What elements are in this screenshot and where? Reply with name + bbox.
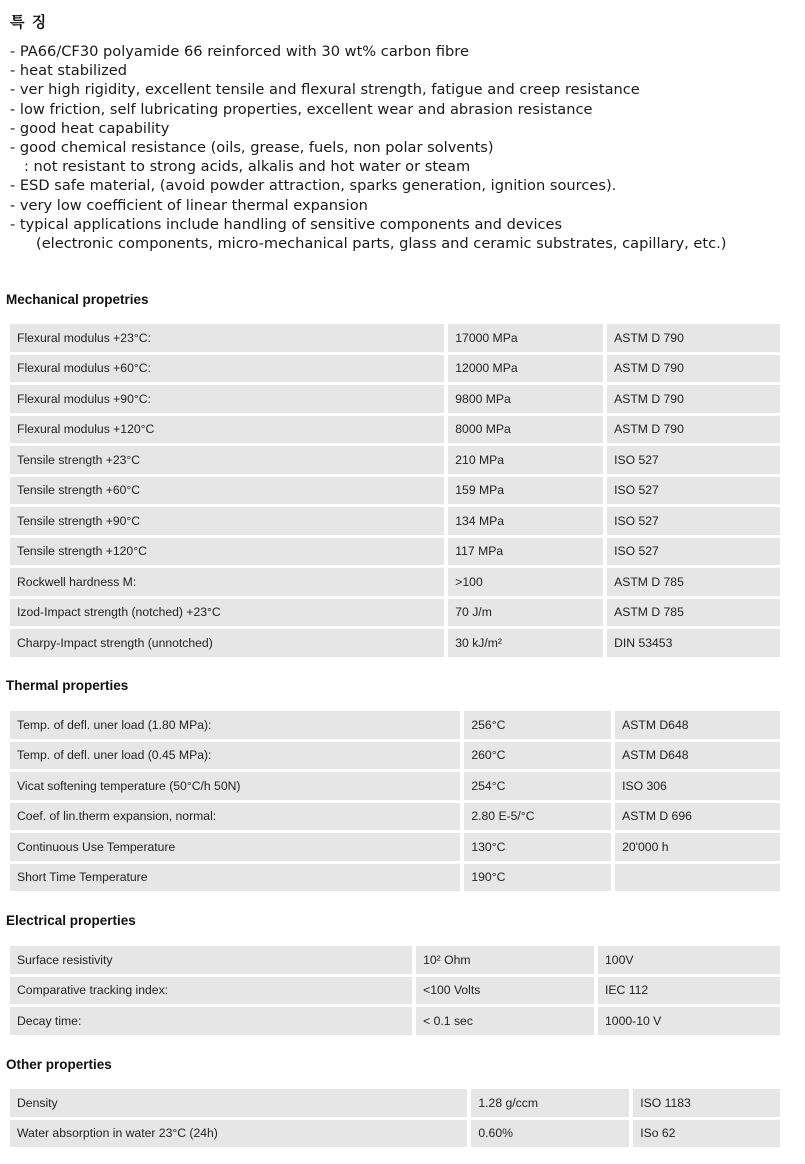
other-properties-table [6,1086,784,1150]
table-row [10,385,780,413]
property-value-cell: 134 MPa [448,507,603,535]
table-row [10,772,780,800]
table-row [10,1007,780,1035]
property-value-cell: 254°C [464,772,611,800]
other-section-title: Other properties [6,1057,112,1072]
property-name-cell: Density [10,1089,467,1117]
property-value-cell: 70 J/m [448,599,603,627]
property-value-cell: 159 MPa [448,477,603,505]
test-standard-cell: ASTM D648 [615,742,780,770]
table-row [10,742,780,770]
property-name-cell: Comparative tracking index: [10,977,412,1005]
table-row [10,568,780,596]
test-standard-cell: ISo 62 [633,1120,780,1148]
page-title: 특 징 [10,13,48,31]
electrical-properties-table [6,943,784,1038]
mechanical-properties-table [6,321,784,660]
table-row [10,538,780,566]
property-name-cell: Temp. of defl. uner load (1.80 MPa): [10,711,460,739]
table-row [10,599,780,627]
property-value-cell: 30 kJ/m² [448,629,603,657]
property-value-cell: 260°C [464,742,611,770]
property-name-cell: Charpy-Impact strength (unnotched) [10,629,444,657]
property-name-cell: Tensile strength +60°C [10,477,444,505]
test-standard-cell: ASTM D 696 [615,803,780,831]
property-name-cell: Izod-Impact strength (notched) +23°C [10,599,444,627]
test-standard-cell: ASTM D 790 [607,355,780,383]
feature-item: - very low coefficient of linear thermal expansion [10,196,368,214]
property-name-cell: Tensile strength +120°C [10,538,444,566]
test-standard-cell: 1000-10 V [598,1007,780,1035]
test-standard-cell: 20'000 h [615,833,780,861]
test-standard-cell: IEC 112 [598,977,780,1005]
property-value-cell: 210 MPa [448,446,603,474]
property-value-cell: 12000 MPa [448,355,603,383]
feature-item: - good chemical resistance (oils, grease, fuels, non polar solvents) [10,139,494,157]
property-value-cell: <100 Volts [416,977,594,1005]
feature-item: - ESD safe material, (avoid powder attraction, sparks generation, ignition sources). [10,177,617,195]
feature-item: : not resistant to strong acids, alkalis and hot water or steam [24,158,471,176]
property-name-cell: Short Time Temperature [10,864,460,892]
feature-item: (electronic components, micro-mechanical parts, glass and ceramic substrates, capillary, etc.) [36,235,727,253]
test-standard-cell: ASTM D 790 [607,416,780,444]
table-row [10,324,780,352]
property-name-cell: Continuous Use Temperature [10,833,460,861]
test-standard-cell: ASTM D 785 [607,599,780,627]
property-value-cell: 2.80 E-5/°C [464,803,611,831]
table-row [10,507,780,535]
test-standard-cell: ISO 1183 [633,1089,780,1117]
table-row [10,803,780,831]
property-value-cell: 8000 MPa [448,416,603,444]
table-row [10,711,780,739]
thermal-properties-table [6,708,784,894]
property-name-cell: Tensile strength +23°C [10,446,444,474]
property-name-cell: Flexural modulus +60°C: [10,355,444,383]
test-standard-cell: ISO 306 [615,772,780,800]
table-row [10,977,780,1005]
property-value-cell: 10² Ohm [416,946,594,974]
electrical-section-title: Electrical properties [6,913,136,928]
test-standard-cell: ASTM D 790 [607,324,780,352]
table-row [10,1089,780,1117]
mechanical-section-title: Mechanical propetries [6,292,149,307]
property-name-cell: Flexural modulus +90°C: [10,385,444,413]
feature-item: - heat stabilized [10,62,128,80]
property-name-cell: Decay time: [10,1007,412,1035]
property-value-cell: 0.60% [471,1120,629,1148]
property-value-cell: < 0.1 sec [416,1007,594,1035]
property-value-cell: 256°C [464,711,611,739]
property-name-cell: Surface resistivity [10,946,412,974]
test-standard-cell [615,864,780,892]
feature-item: - typical applications include handling of sensitive components and devices [10,215,563,233]
test-standard-cell: ISO 527 [607,477,780,505]
property-name-cell: Coef. of lin.therm expansion, normal: [10,803,460,831]
thermal-section-title: Thermal properties [6,678,129,693]
property-name-cell: Water absorption in water 23°C (24h) [10,1120,467,1148]
property-name-cell: Tensile strength +90°C [10,507,444,535]
table-row [10,833,780,861]
feature-item: - PA66/CF30 polyamide 66 reinforced with 30 wt% carbon fibre [10,43,469,60]
property-value-cell: >100 [448,568,603,596]
property-value-cell: 190°C [464,864,611,892]
property-name-cell: Rockwell hardness M: [10,568,444,596]
table-row [10,1120,780,1148]
table-row [10,477,780,505]
property-value-cell: 130°C [464,833,611,861]
feature-item: - good heat capability [10,119,170,137]
property-name-cell: Flexural modulus +23°C: [10,324,444,352]
test-standard-cell: ASTM D 785 [607,568,780,596]
property-value-cell: 117 MPa [448,538,603,566]
table-row [10,629,780,657]
feature-item: - low friction, self lubricating properties, excellent wear and abrasion resistance [10,100,593,118]
property-name-cell: Vicat softening temperature (50°C/h 50N) [10,772,460,800]
table-row [10,946,780,974]
property-value-cell: 9800 MPa [448,385,603,413]
property-value-cell: 17000 MPa [448,324,603,352]
table-row [10,355,780,383]
table-row [10,416,780,444]
test-standard-cell: DIN 53453 [607,629,780,657]
test-standard-cell: ISO 527 [607,507,780,535]
property-name-cell: Flexural modulus +120°C [10,416,444,444]
table-row [10,446,780,474]
test-standard-cell: ISO 527 [607,446,780,474]
test-standard-cell: ASTM D648 [615,711,780,739]
property-value-cell: 1.28 g/ccm [471,1089,629,1117]
test-standard-cell: ASTM D 790 [607,385,780,413]
test-standard-cell: 100V [598,946,780,974]
test-standard-cell: ISO 527 [607,538,780,566]
property-name-cell: Temp. of defl. uner load (0.45 MPa): [10,742,460,770]
feature-item: - ver high rigidity, excellent tensile and flexural strength, fatigue and creep resistance [10,81,640,99]
feature-list [10,42,726,253]
table-row [10,864,780,892]
